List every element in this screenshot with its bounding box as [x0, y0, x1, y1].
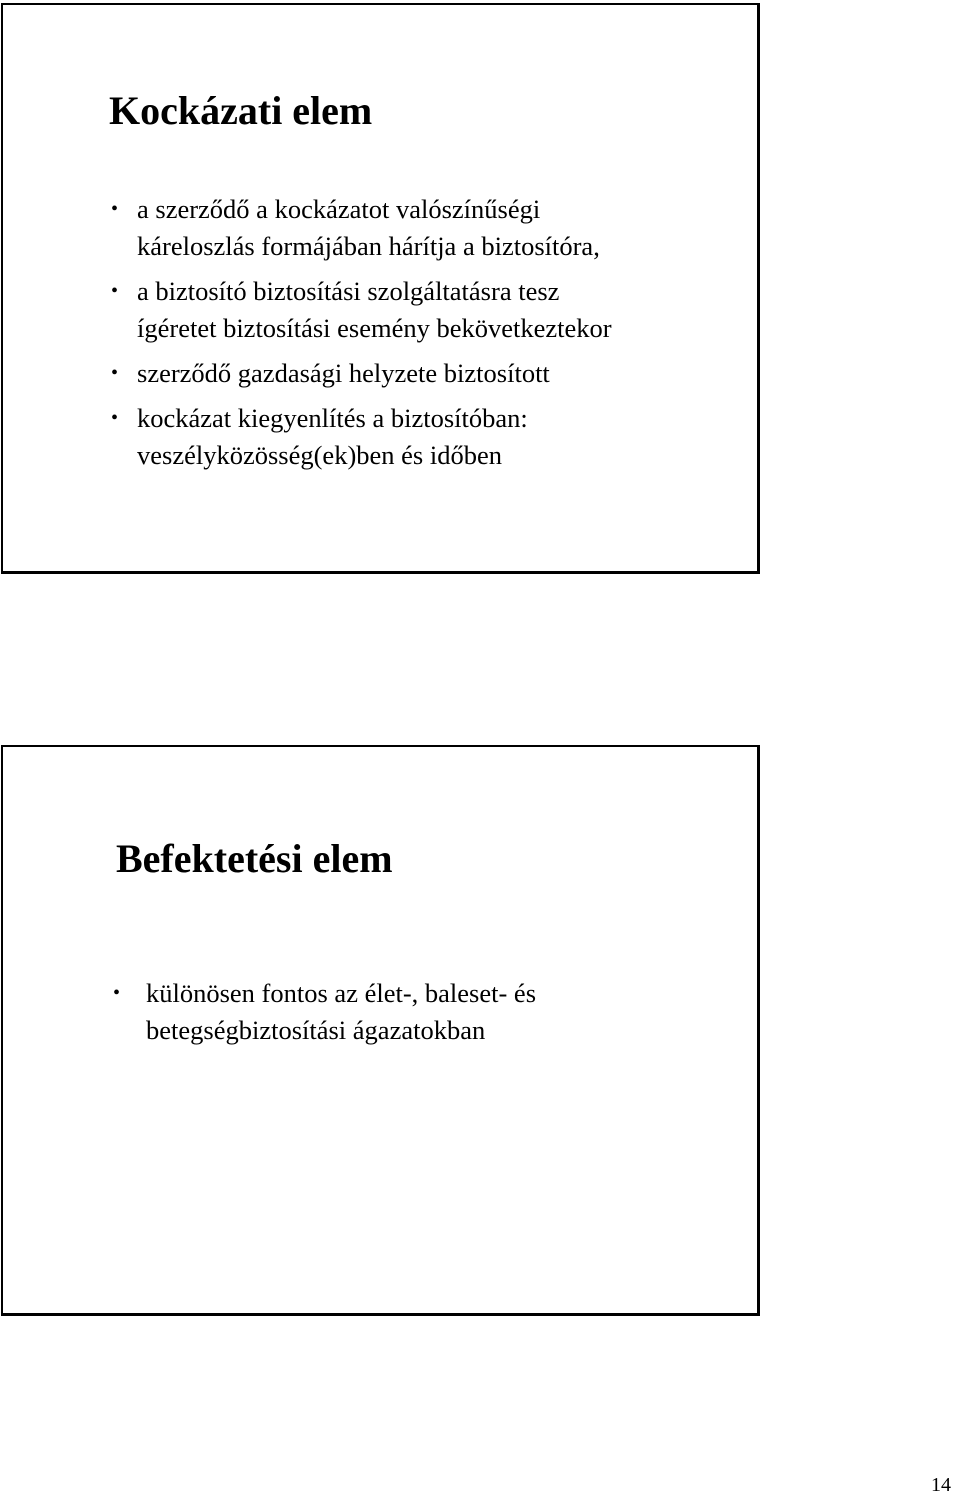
bullet-item — [113, 975, 753, 1049]
bullet-list — [113, 975, 753, 1057]
slide-title: Kockázati elem — [109, 88, 373, 133]
slide-title: Befektetési elem — [116, 836, 393, 881]
bullet-text-line: betegségbiztosítási ágazatokban — [146, 1015, 486, 1045]
bullet-text-line: ígéretet biztosítási esemény bekövetkeztekor — [137, 313, 612, 343]
bullet-text-line: különösen fontos az élet-, baleset- és — [146, 978, 537, 1008]
bullet-text-line: káreloszlás formájában hárítja a biztosítóra, — [137, 231, 600, 261]
bullet-text-line: veszélyközösség(ek)ben és időben — [137, 440, 502, 470]
bullet-item — [111, 400, 751, 474]
bullet-item — [111, 355, 751, 392]
bullet-icon: • — [111, 198, 119, 220]
page-number: 14 — [931, 1474, 951, 1496]
bullet-item — [111, 273, 751, 347]
bullet-icon: • — [111, 362, 119, 384]
bullet-icon: • — [113, 982, 121, 1004]
bullet-icon: • — [111, 407, 119, 429]
bullet-text-line: a biztosító biztosítási szolgáltatásra tesz — [137, 276, 560, 306]
slide-befektetesi-elem — [1, 745, 760, 1316]
bullet-text-line: kockázat kiegyenlítés a biztosítóban: — [137, 403, 528, 433]
bullet-list — [111, 191, 751, 482]
bullet-icon: • — [111, 280, 119, 302]
bullet-text-line: a szerződő a kockázatot valószínűségi — [137, 194, 541, 224]
slide-kockazati-elem — [1, 3, 760, 574]
bullet-text-line: szerződő gazdasági helyzete biztosított — [137, 358, 550, 388]
bullet-item — [111, 191, 751, 265]
